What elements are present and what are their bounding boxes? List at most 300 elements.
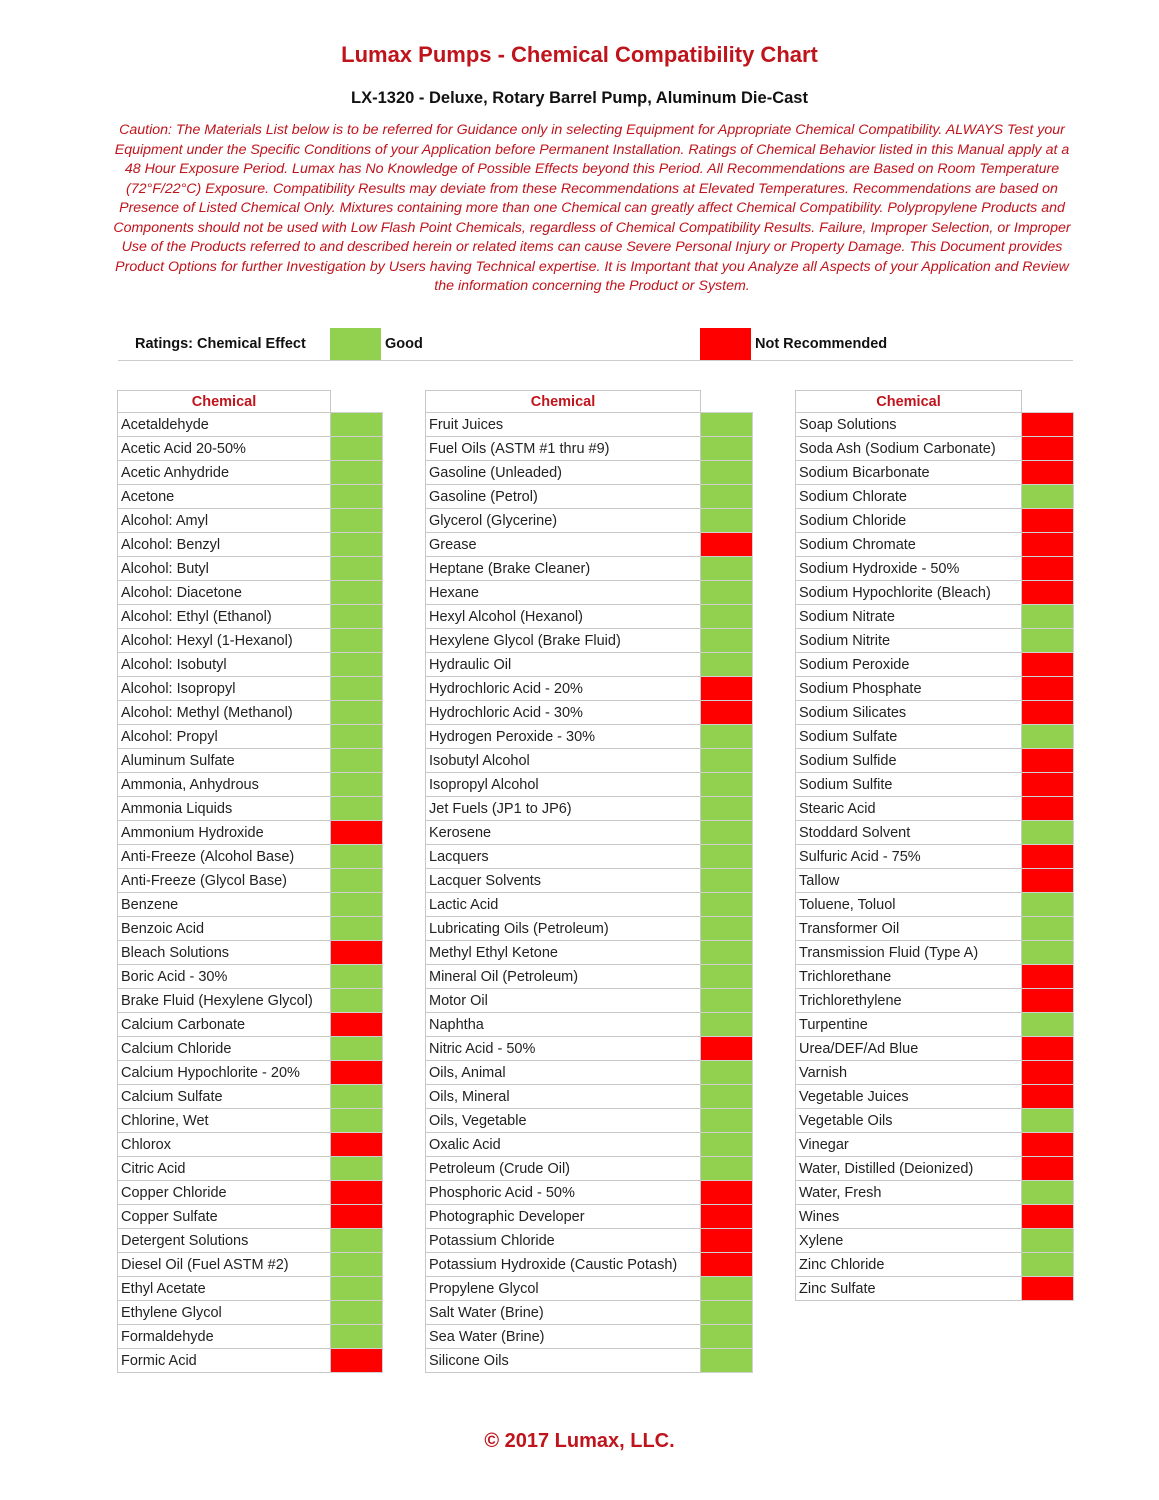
- table-row: [118, 1085, 383, 1109]
- chemical-name: Water, Fresh: [796, 1181, 1022, 1205]
- chemical-name: Calcium Hypochlorite - 20%: [118, 1061, 331, 1085]
- chemical-name: Hexylene Glycol (Brake Fluid): [426, 629, 701, 653]
- table-header-rating: [701, 391, 753, 413]
- table-row: [796, 893, 1074, 917]
- chemical-name: Alcohol: Hexyl (1-Hexanol): [118, 629, 331, 653]
- copyright-footer: © 2017 Lumax, LLC.: [484, 1430, 675, 1452]
- table-row: [426, 1037, 753, 1061]
- rating-cell-bad: [701, 1205, 753, 1229]
- chemical-name: Chlorox: [118, 1133, 331, 1157]
- chemical-name: Calcium Chloride: [118, 1037, 331, 1061]
- table-row: [118, 557, 383, 581]
- rating-cell-good: [331, 509, 383, 533]
- table-row: [426, 629, 753, 653]
- table-row: [796, 557, 1074, 581]
- chemical-table-2: [425, 390, 753, 1373]
- table-row: [118, 1349, 383, 1373]
- chemical-name: Alcohol: Propyl: [118, 725, 331, 749]
- rating-cell-good: [701, 1277, 753, 1301]
- rating-cell-good: [701, 965, 753, 989]
- rating-cell-bad: [1022, 437, 1074, 461]
- rating-cell-good: [701, 917, 753, 941]
- legend-good-swatch: [330, 328, 381, 360]
- chemical-name: Vegetable Juices: [796, 1085, 1022, 1109]
- rating-cell-good: [331, 1109, 383, 1133]
- rating-cell-bad: [1022, 869, 1074, 893]
- rating-cell-bad: [1022, 1205, 1074, 1229]
- table-row: [426, 1253, 753, 1277]
- rating-cell-good: [331, 701, 383, 725]
- chemical-name: Alcohol: Butyl: [118, 557, 331, 581]
- chemical-name: Sodium Hypochlorite (Bleach): [796, 581, 1022, 605]
- rating-cell-good: [331, 989, 383, 1013]
- chemical-name: Sodium Chlorate: [796, 485, 1022, 509]
- table-row: [426, 1349, 753, 1373]
- page-title: Lumax Pumps - Chemical Compatibility Chart: [341, 42, 818, 67]
- rating-cell-good: [331, 605, 383, 629]
- chemical-name: Boric Acid - 30%: [118, 965, 331, 989]
- table-row: [118, 725, 383, 749]
- chemical-name: Sea Water (Brine): [426, 1325, 701, 1349]
- rating-cell-bad: [1022, 1061, 1074, 1085]
- table-header-chemical: Chemical: [118, 391, 331, 413]
- table-row: [118, 821, 383, 845]
- rating-cell-good: [331, 1229, 383, 1253]
- table-row: [118, 1253, 383, 1277]
- table-row: [426, 461, 753, 485]
- rating-cell-bad: [1022, 461, 1074, 485]
- chemical-name: Alcohol: Benzyl: [118, 533, 331, 557]
- chemical-name: Oils, Mineral: [426, 1085, 701, 1109]
- table-row: [426, 821, 753, 845]
- chemical-name: Hydrochloric Acid - 30%: [426, 701, 701, 725]
- chemical-name: Zinc Sulfate: [796, 1277, 1022, 1301]
- chemical-name: Propylene Glycol: [426, 1277, 701, 1301]
- table-row: [796, 1037, 1074, 1061]
- chemical-name: Hexane: [426, 581, 701, 605]
- chemical-name: Potassium Hydroxide (Caustic Potash): [426, 1253, 701, 1277]
- rating-cell-good: [331, 749, 383, 773]
- chemical-name: Acetic Acid 20-50%: [118, 437, 331, 461]
- rating-cell-good: [701, 509, 753, 533]
- chemical-name: Oxalic Acid: [426, 1133, 701, 1157]
- table-row: [118, 773, 383, 797]
- table-row: [426, 413, 753, 437]
- table-row: [796, 989, 1074, 1013]
- chemical-name: Trichlorethane: [796, 965, 1022, 989]
- rating-cell-bad: [1022, 1157, 1074, 1181]
- table-row: [426, 797, 753, 821]
- table-row: [796, 869, 1074, 893]
- rating-cell-bad: [1022, 1037, 1074, 1061]
- table-row: [426, 1133, 753, 1157]
- chemical-name: Diesel Oil (Fuel ASTM #2): [118, 1253, 331, 1277]
- chemical-name: Transformer Oil: [796, 917, 1022, 941]
- rating-cell-good: [1022, 485, 1074, 509]
- table-row: [426, 1085, 753, 1109]
- rating-cell-bad: [1022, 677, 1074, 701]
- table-row: [796, 1253, 1074, 1277]
- chemical-name: Silicone Oils: [426, 1349, 701, 1373]
- chemical-name: Alcohol: Diacetone: [118, 581, 331, 605]
- table-row: [796, 653, 1074, 677]
- rating-cell-bad: [331, 1133, 383, 1157]
- chemical-table-3: [795, 390, 1074, 1301]
- chemical-name: Ammonia Liquids: [118, 797, 331, 821]
- chemical-name: Sodium Sulfite: [796, 773, 1022, 797]
- table-row: [426, 893, 753, 917]
- table-row: [426, 509, 753, 533]
- chemical-name: Gasoline (Petrol): [426, 485, 701, 509]
- chemical-name: Fuel Oils (ASTM #1 thru #9): [426, 437, 701, 461]
- chemical-name: Anti-Freeze (Alcohol Base): [118, 845, 331, 869]
- chemical-name: Kerosene: [426, 821, 701, 845]
- rating-cell-bad: [331, 1205, 383, 1229]
- chemical-name: Vinegar: [796, 1133, 1022, 1157]
- chemical-name: Acetaldehyde: [118, 413, 331, 437]
- chemical-name: Xylene: [796, 1229, 1022, 1253]
- rating-cell-good: [331, 485, 383, 509]
- table-row: [118, 845, 383, 869]
- chemical-name: Sodium Nitrate: [796, 605, 1022, 629]
- chemical-name: Stoddard Solvent: [796, 821, 1022, 845]
- chemical-name: Photographic Developer: [426, 1205, 701, 1229]
- chemical-name: Zinc Chloride: [796, 1253, 1022, 1277]
- rating-cell-bad: [1022, 749, 1074, 773]
- rating-cell-good: [1022, 821, 1074, 845]
- table-row: [118, 1277, 383, 1301]
- chemical-name: Benzene: [118, 893, 331, 917]
- table-row: [118, 917, 383, 941]
- table-row: [426, 917, 753, 941]
- chemical-name: Copper Chloride: [118, 1181, 331, 1205]
- table-row: [426, 1205, 753, 1229]
- chemical-name: Calcium Carbonate: [118, 1013, 331, 1037]
- rating-cell-bad: [1022, 797, 1074, 821]
- rating-cell-bad: [331, 1181, 383, 1205]
- chemical-name: Urea/DEF/Ad Blue: [796, 1037, 1022, 1061]
- chemical-name: Benzoic Acid: [118, 917, 331, 941]
- table-row: [118, 941, 383, 965]
- table-row: [796, 437, 1074, 461]
- table-row: [426, 965, 753, 989]
- chemical-name: Heptane (Brake Cleaner): [426, 557, 701, 581]
- chemical-name: Methyl Ethyl Ketone: [426, 941, 701, 965]
- rating-cell-good: [1022, 1109, 1074, 1133]
- table-row: [118, 965, 383, 989]
- rating-cell-bad: [331, 1013, 383, 1037]
- chemical-name: Phosphoric Acid - 50%: [426, 1181, 701, 1205]
- chemical-name: Vegetable Oils: [796, 1109, 1022, 1133]
- rating-cell-good: [331, 773, 383, 797]
- chemical-name: Potassium Chloride: [426, 1229, 701, 1253]
- rating-cell-bad: [701, 1253, 753, 1277]
- table-row: [426, 941, 753, 965]
- rating-cell-good: [1022, 1253, 1074, 1277]
- rating-cell-good: [701, 1085, 753, 1109]
- table-row: [796, 941, 1074, 965]
- rating-cell-bad: [331, 941, 383, 965]
- rating-cell-good: [701, 413, 753, 437]
- chemical-name: Naphtha: [426, 1013, 701, 1037]
- chemical-name: Sodium Hydroxide - 50%: [796, 557, 1022, 581]
- table-row: [118, 413, 383, 437]
- table-row: [118, 437, 383, 461]
- chemical-name: Bleach Solutions: [118, 941, 331, 965]
- table-row: [426, 605, 753, 629]
- rating-cell-good: [701, 1013, 753, 1037]
- rating-cell-good: [331, 917, 383, 941]
- legend-good-label: Good: [385, 336, 423, 352]
- rating-cell-good: [331, 893, 383, 917]
- table-row: [426, 989, 753, 1013]
- rating-cell-bad: [331, 821, 383, 845]
- table-row: [426, 773, 753, 797]
- rating-cell-good: [331, 1085, 383, 1109]
- rating-cell-good: [1022, 1181, 1074, 1205]
- table-row: [796, 629, 1074, 653]
- chemical-name: Formic Acid: [118, 1349, 331, 1373]
- table-row: [426, 677, 753, 701]
- rating-cell-good: [701, 749, 753, 773]
- table-row: [426, 725, 753, 749]
- table-row: [796, 749, 1074, 773]
- rating-cell-good: [331, 581, 383, 605]
- table-row: [796, 581, 1074, 605]
- rating-cell-good: [701, 1133, 753, 1157]
- table-row: [118, 1229, 383, 1253]
- rating-cell-good: [701, 1301, 753, 1325]
- rating-cell-good: [701, 1061, 753, 1085]
- rating-cell-good: [331, 845, 383, 869]
- table-row: [118, 1301, 383, 1325]
- rating-cell-good: [701, 941, 753, 965]
- table-row: [426, 1061, 753, 1085]
- chemical-name: Detergent Solutions: [118, 1229, 331, 1253]
- table-row: [426, 1325, 753, 1349]
- chemical-name: Isobutyl Alcohol: [426, 749, 701, 773]
- chemical-name: Alcohol: Isobutyl: [118, 653, 331, 677]
- rating-cell-bad: [1022, 773, 1074, 797]
- legend-bad-swatch: [700, 328, 751, 360]
- table-row: [118, 869, 383, 893]
- chemical-name: Tallow: [796, 869, 1022, 893]
- rating-cell-good: [701, 437, 753, 461]
- table-row: [426, 701, 753, 725]
- table-row: [118, 653, 383, 677]
- table-row: [118, 677, 383, 701]
- rating-cell-bad: [1022, 509, 1074, 533]
- rating-cell-bad: [1022, 557, 1074, 581]
- rating-cell-good: [331, 629, 383, 653]
- rating-cell-bad: [701, 701, 753, 725]
- table-row: [118, 1157, 383, 1181]
- rating-cell-good: [331, 1325, 383, 1349]
- chemical-name: Formaldehyde: [118, 1325, 331, 1349]
- table-row: [796, 461, 1074, 485]
- chemical-name: Wines: [796, 1205, 1022, 1229]
- table-row: [426, 1013, 753, 1037]
- table-row: [426, 1157, 753, 1181]
- legend-bad-label: Not Recommended: [755, 336, 888, 352]
- chemical-name: Hydraulic Oil: [426, 653, 701, 677]
- rating-cell-good: [331, 1157, 383, 1181]
- table-row: [118, 1181, 383, 1205]
- chemical-name: Alcohol: Ethyl (Ethanol): [118, 605, 331, 629]
- rating-cell-good: [701, 845, 753, 869]
- rating-cell-good: [701, 989, 753, 1013]
- table-row: [426, 749, 753, 773]
- table-row: [796, 1133, 1074, 1157]
- table-row: [426, 485, 753, 509]
- chemical-name: Calcium Sulfate: [118, 1085, 331, 1109]
- table-row: [426, 1181, 753, 1205]
- table-row: [426, 1301, 753, 1325]
- chemical-name: Anti-Freeze (Glycol Base): [118, 869, 331, 893]
- chemical-name: Sodium Nitrite: [796, 629, 1022, 653]
- table-row: [796, 413, 1074, 437]
- rating-cell-good: [701, 461, 753, 485]
- rating-cell-good: [331, 557, 383, 581]
- rating-cell-bad: [701, 533, 753, 557]
- rating-cell-good: [331, 1277, 383, 1301]
- rating-cell-good: [701, 1157, 753, 1181]
- rating-cell-bad: [1022, 581, 1074, 605]
- chemical-name: Citric Acid: [118, 1157, 331, 1181]
- rating-cell-bad: [1022, 701, 1074, 725]
- chemical-name: Varnish: [796, 1061, 1022, 1085]
- rating-cell-good: [701, 773, 753, 797]
- chemical-name: Stearic Acid: [796, 797, 1022, 821]
- table-row: [118, 1325, 383, 1349]
- table-row: [796, 725, 1074, 749]
- chemical-name: Sodium Bicarbonate: [796, 461, 1022, 485]
- table-row: [796, 1085, 1074, 1109]
- ratings-legend: [118, 328, 1073, 361]
- rating-cell-good: [1022, 917, 1074, 941]
- rating-cell-bad: [1022, 989, 1074, 1013]
- table-header-rating: [331, 391, 383, 413]
- chemical-name: Lubricating Oils (Petroleum): [426, 917, 701, 941]
- table-row: [796, 605, 1074, 629]
- table-row: [118, 1013, 383, 1037]
- chemical-name: Hydrochloric Acid - 20%: [426, 677, 701, 701]
- chemical-table-1: [117, 390, 383, 1373]
- rating-cell-bad: [1022, 1277, 1074, 1301]
- chemical-name: Sodium Chromate: [796, 533, 1022, 557]
- rating-cell-good: [701, 629, 753, 653]
- chemical-name: Salt Water (Brine): [426, 1301, 701, 1325]
- chemical-name: Hydrogen Peroxide - 30%: [426, 725, 701, 749]
- table-row: [426, 1109, 753, 1133]
- rating-cell-good: [701, 605, 753, 629]
- rating-cell-bad: [701, 1181, 753, 1205]
- table-row: [796, 1229, 1074, 1253]
- rating-cell-good: [1022, 629, 1074, 653]
- chemical-name: Turpentine: [796, 1013, 1022, 1037]
- chemical-name: Soda Ash (Sodium Carbonate): [796, 437, 1022, 461]
- legend-label: Ratings: Chemical Effect: [135, 336, 306, 352]
- chemical-name: Motor Oil: [426, 989, 701, 1013]
- table-row: [426, 653, 753, 677]
- rating-cell-bad: [1022, 533, 1074, 557]
- chemical-name: Alcohol: Amyl: [118, 509, 331, 533]
- rating-cell-good: [701, 485, 753, 509]
- chemical-name: Soap Solutions: [796, 413, 1022, 437]
- chemical-name: Copper Sulfate: [118, 1205, 331, 1229]
- chemical-name: Ammonium Hydroxide: [118, 821, 331, 845]
- table-row: [118, 629, 383, 653]
- table-row: [796, 1157, 1074, 1181]
- rating-cell-bad: [1022, 653, 1074, 677]
- table-row: [796, 821, 1074, 845]
- table-row: [426, 1229, 753, 1253]
- rating-cell-good: [701, 1349, 753, 1373]
- rating-cell-good: [331, 965, 383, 989]
- rating-cell-bad: [701, 1229, 753, 1253]
- rating-cell-good: [331, 533, 383, 557]
- chemical-name: Hexyl Alcohol (Hexanol): [426, 605, 701, 629]
- chemical-name: Sodium Chloride: [796, 509, 1022, 533]
- rating-cell-good: [701, 869, 753, 893]
- rating-cell-good: [331, 1037, 383, 1061]
- chemical-name: Petroleum (Crude Oil): [426, 1157, 701, 1181]
- chemical-name: Trichlorethylene: [796, 989, 1022, 1013]
- chemical-name: Jet Fuels (JP1 to JP6): [426, 797, 701, 821]
- chemical-name: Gasoline (Unleaded): [426, 461, 701, 485]
- rating-cell-good: [331, 797, 383, 821]
- table-row: [796, 509, 1074, 533]
- chemical-name: Sodium Peroxide: [796, 653, 1022, 677]
- chemical-name: Mineral Oil (Petroleum): [426, 965, 701, 989]
- table-header-chemical: Chemical: [426, 391, 701, 413]
- chemical-name: Sodium Sulfide: [796, 749, 1022, 773]
- rating-cell-bad: [701, 677, 753, 701]
- table-row: [118, 605, 383, 629]
- chemical-name: Brake Fluid (Hexylene Glycol): [118, 989, 331, 1013]
- chemical-name: Sodium Silicates: [796, 701, 1022, 725]
- table-row: [118, 461, 383, 485]
- rating-cell-good: [331, 413, 383, 437]
- table-row: [118, 797, 383, 821]
- rating-cell-good: [701, 653, 753, 677]
- rating-cell-good: [331, 869, 383, 893]
- chemical-name: Alcohol: Isopropyl: [118, 677, 331, 701]
- table-row: [426, 1277, 753, 1301]
- table-row: [796, 1061, 1074, 1085]
- table-row: [796, 1013, 1074, 1037]
- chemical-name: Ethyl Acetate: [118, 1277, 331, 1301]
- table-row: [426, 533, 753, 557]
- rating-cell-good: [331, 437, 383, 461]
- table-row: [118, 893, 383, 917]
- chemical-name: Toluene, Toluol: [796, 893, 1022, 917]
- table-row: [796, 1205, 1074, 1229]
- table-row: [796, 533, 1074, 557]
- chemical-name: Sulfuric Acid - 75%: [796, 845, 1022, 869]
- rating-cell-bad: [1022, 1133, 1074, 1157]
- table-row: [426, 437, 753, 461]
- table-row: [118, 1109, 383, 1133]
- rating-cell-bad: [701, 1037, 753, 1061]
- rating-cell-good: [331, 677, 383, 701]
- table-row: [118, 485, 383, 509]
- chemical-name: Ammonia, Anhydrous: [118, 773, 331, 797]
- chemical-name: Oils, Vegetable: [426, 1109, 701, 1133]
- rating-cell-good: [331, 653, 383, 677]
- chemical-name: Nitric Acid - 50%: [426, 1037, 701, 1061]
- rating-cell-good: [1022, 725, 1074, 749]
